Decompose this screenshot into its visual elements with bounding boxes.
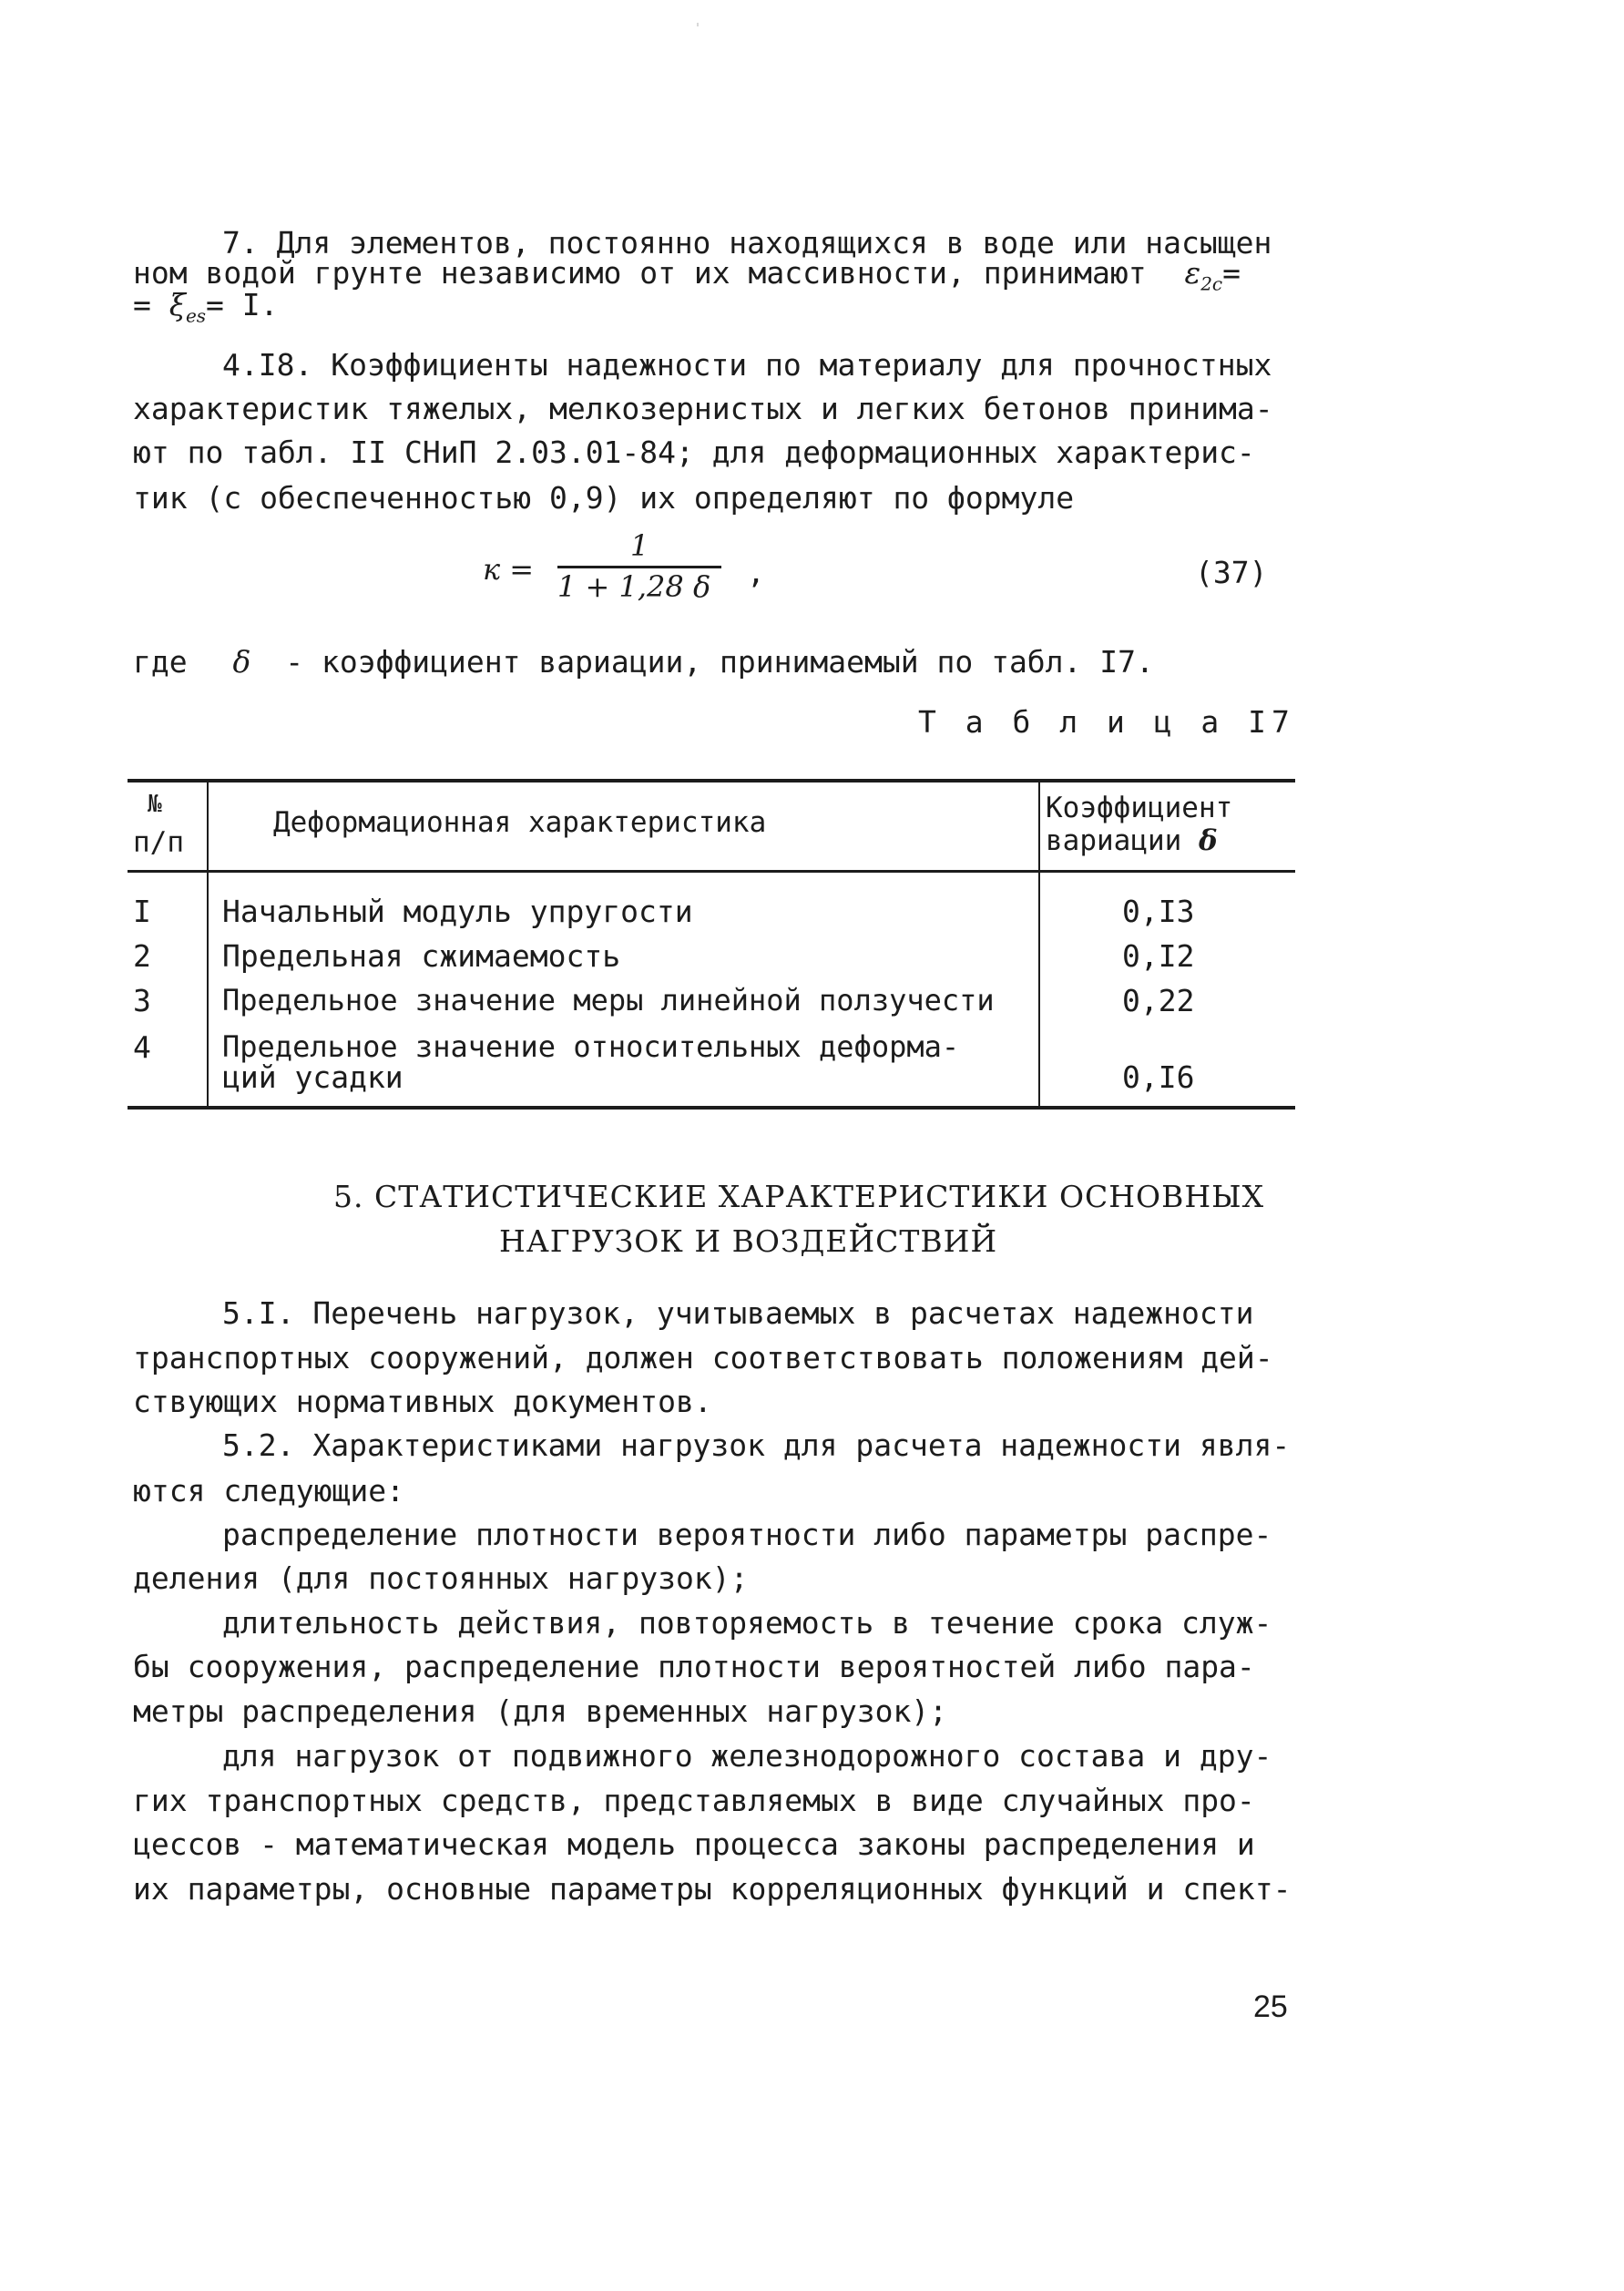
para7-line3-start: = [133, 287, 169, 322]
header-coef-symbol: δ [1198, 824, 1218, 857]
scan-speck [697, 23, 699, 26]
body-line-9: бы сооружения, распределение плотности вероятностей либо пара- [133, 1649, 1255, 1684]
para7-line3 [133, 287, 279, 327]
body-line-11: для нагрузок от подвижного железнодорожного состава и дру- [222, 1738, 1272, 1774]
epsilon-2c-symbol: ε [1184, 255, 1201, 291]
body-line-5: ются следующие: [133, 1473, 405, 1509]
formula-numerator: 1 [630, 528, 649, 563]
para418-line2: характеристик тяжелых, мелкозернистых и легких бетонов принима- [133, 391, 1273, 426]
row3-value: 0,22 [1122, 983, 1195, 1018]
para7-line2 [133, 255, 1241, 295]
header-coef-line1: Коэффициент [1046, 792, 1233, 824]
section5-title-line2: НАГРУЗОК И ВОЗДЕЙСТВИЙ [499, 1223, 998, 1259]
header-coef-label: вариации [1046, 824, 1182, 857]
header-num-symbol: № [148, 791, 162, 818]
body-line-14: их параметры, основные параметры корреляционных функций и спект- [133, 1871, 1292, 1907]
formula-lhs: к = [483, 552, 535, 587]
row4-value: 0,I6 [1122, 1059, 1195, 1095]
row4-name-line2: ций усадки [222, 1059, 403, 1095]
row1-num: I [133, 894, 151, 929]
body-line-8: длительность действия, повторяемость в течение срока служ- [222, 1605, 1272, 1641]
epsilon-2c-subscript: 2c [1200, 272, 1223, 295]
row2-num: 2 [133, 938, 151, 974]
body-line-7: деления (для постоянных нагрузок); [133, 1560, 749, 1596]
header-num-label: п/п [133, 826, 184, 859]
formula-number: (37) [1195, 555, 1268, 590]
table-col-divider-2 [1038, 781, 1040, 1108]
header-coef-line2 [1046, 824, 1218, 857]
row4-name-line1: Предельное значение относительных деформа- [222, 1029, 960, 1064]
formula-fraction-bar [557, 566, 721, 568]
table-col-divider-1 [207, 781, 209, 1108]
para418-line4: тик (с обеспеченностью 0,9) их определяют по формуле [133, 480, 1075, 516]
where-text: - коэффициент вариации, принимаемый по табл. I7. [285, 644, 1154, 680]
body-line-1: 5.I. Перечень нагрузок, учитываемых в расчетах надежности [222, 1295, 1254, 1331]
para7-line3-end: = I. [206, 287, 279, 322]
where-word: где [133, 644, 188, 680]
para418-line1: 4.I8. Коэффициенты надежности по материалу для прочностных [222, 347, 1272, 383]
section5-title-line1: 5. СТАТИСТИЧЕСКИЕ ХАРАКТЕРИСТИКИ ОСНОВНЫХ [333, 1179, 1265, 1214]
para418-line3: ют по табл. II СНиП 2.03.01-84; для деформационных характерис- [133, 435, 1255, 470]
table-caption: Т а б л и ц а I7 [918, 704, 1295, 740]
page-number: 25 [1253, 1989, 1288, 2024]
xi-es-subscript: es [185, 304, 207, 327]
body-line-2: транспортных сооружений, должен соответствовать положениям дей- [133, 1340, 1273, 1376]
body-line-6: распределение плотности вероятности либо параметры распре- [222, 1517, 1272, 1552]
para7-line1: 7. Для элементов, постоянно находящихся в воде или насыщен [222, 225, 1272, 261]
para7-line2-text: ном водой грунте независимо от их массивности, принимают [133, 255, 1147, 291]
table-header-rule [128, 870, 1295, 873]
table-bottom-rule [128, 1106, 1295, 1110]
table-top-rule [128, 779, 1295, 782]
row2-name: Предельная сжимаемость [222, 938, 621, 974]
row1-name: Начальный модуль упругости [222, 894, 693, 929]
para7-equals: = [1222, 255, 1241, 291]
row4-num: 4 [133, 1029, 151, 1065]
body-line-13: цессов - математическая модель процесса законы распределения и [133, 1826, 1255, 1862]
body-line-3: ствующих нормативных документов. [133, 1384, 712, 1419]
where-line [133, 644, 1154, 680]
xi-es-symbol: ξ [169, 287, 186, 322]
body-line-10: метры распределения (для временных нагрузок); [133, 1693, 948, 1729]
header-characteristic: Деформационная характеристика [273, 806, 767, 839]
body-line-12: гих транспортных средств, представляемых в виде случайных про- [133, 1783, 1255, 1818]
delta-symbol: δ [232, 644, 251, 680]
row3-num: 3 [133, 983, 151, 1018]
body-line-4: 5.2. Характеристиками нагрузок для расчета надежности явля- [222, 1427, 1291, 1463]
row3-name: Предельное значение меры линейной ползучести [222, 983, 995, 1018]
row2-value: 0,I2 [1122, 938, 1195, 974]
formula-comma: , [747, 555, 765, 590]
formula-denominator: 1 + 1,28 δ [557, 569, 711, 604]
row1-value: 0,I3 [1122, 894, 1195, 929]
